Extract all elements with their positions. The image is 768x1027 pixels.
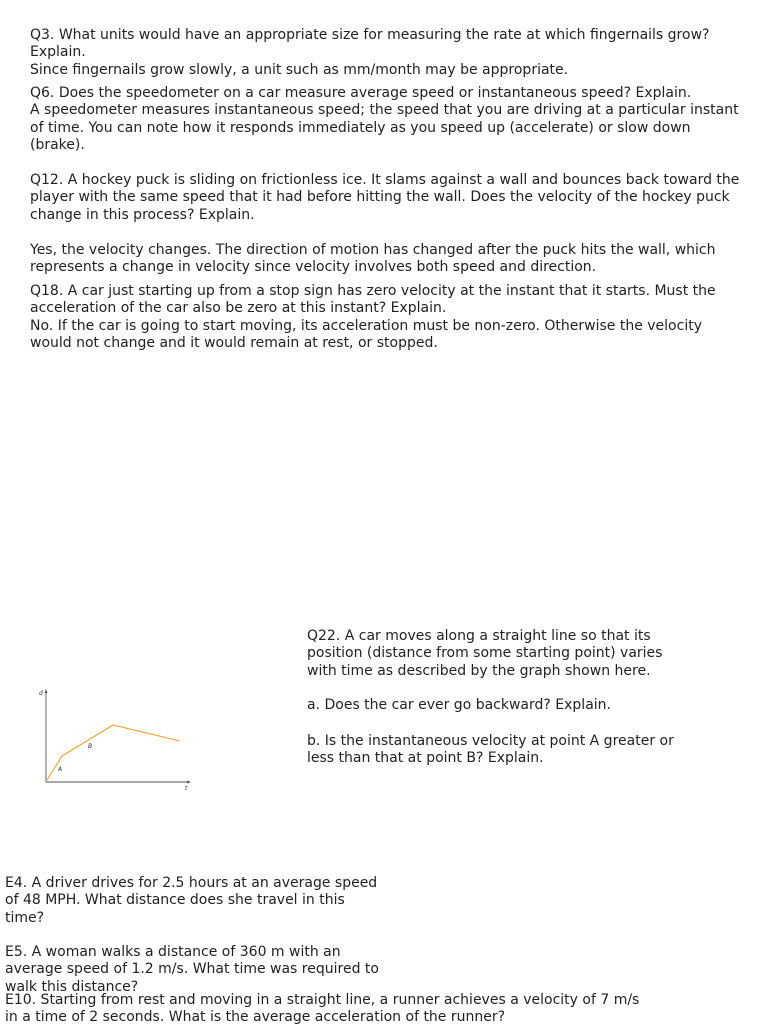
question-q3 bbox=[30, 27, 742, 79]
x-axis-arrow bbox=[187, 781, 191, 784]
exercise-e10 bbox=[5, 992, 645, 1027]
question-q22-part-b bbox=[307, 733, 687, 768]
question-q12 bbox=[30, 172, 742, 224]
position-time-graph bbox=[34, 686, 194, 794]
question-text: b. Is the instantaneous velocity at point A greater or less than that at point B? Explain. bbox=[307, 733, 674, 767]
question-q22 bbox=[307, 628, 687, 680]
question-text: E4. A driver drives for 2.5 hours at an average speed of 48 MPH. What distance does she travel in this time? bbox=[5, 875, 378, 926]
question-text: E10. Starting from rest and moving in a straight line, a runner achieves a velocity of 7 m/s in a time of 2 seconds. What is the average acceleration of the runner? bbox=[5, 992, 640, 1026]
position-curve bbox=[47, 725, 180, 780]
answer-text: Since fingernails grow slowly, a unit such as mm/month may be appropriate. bbox=[30, 61, 569, 78]
question-text: Q22. A car moves along a straight line so that its position (distance from some starting point) varies with time as described by the graph shown here. bbox=[307, 628, 663, 679]
question-text: a. Does the car ever go backward? Explain. bbox=[307, 697, 611, 713]
x-axis-label: t bbox=[185, 785, 188, 792]
question-text: E5. A woman walks a distance of 360 m with an average speed of 1.2 m/s. What time was required to walk this distance? bbox=[5, 944, 379, 995]
question-q6 bbox=[30, 85, 742, 154]
question-text: Q6. Does the speedometer on a car measure average speed or instantaneous speed? Explain. bbox=[30, 85, 692, 101]
question-text: Q18. A car just starting up from a stop sign has zero velocity at the instant that it starts. Must the acceleration of the car also be zero at this instant? Explain. bbox=[30, 283, 716, 317]
point-b-label: B bbox=[88, 743, 93, 750]
question-q22-part-a bbox=[307, 697, 687, 714]
point-a-label: A bbox=[58, 766, 63, 773]
exercise-e5 bbox=[5, 944, 385, 996]
y-axis-arrow bbox=[45, 689, 48, 693]
answer-text: No. If the car is going to start moving, its acceleration must be non-zero. Otherwise the velocity would not change and it would remain at rest, or stopped. bbox=[30, 317, 702, 351]
answer-text: A speedometer measures instantaneous speed; the speed that you are driving at a particular instant of time. You can note how it responds immediately as you speed up (accelerate) or slow down (brake). bbox=[30, 102, 739, 153]
answer-q12 bbox=[30, 242, 742, 277]
answer-text: Yes, the velocity changes. The direction of motion has changed after the puck hits the wall, which represents a change in velocity since velocity involves both speed and direction. bbox=[30, 242, 716, 276]
y-axis-label: d bbox=[39, 690, 43, 697]
question-text: Q3. What units would have an appropriate size for measuring the rate at which fingernails grow? Explain. bbox=[30, 27, 710, 61]
question-text: Q12. A hockey puck is sliding on frictionless ice. It slams against a wall and bounces back toward the player with the same speed that it had before hitting the wall. Does the velocity of the hockey puck change in this process? Explain. bbox=[30, 172, 740, 223]
exercise-e4 bbox=[5, 875, 385, 927]
question-q18 bbox=[30, 283, 742, 352]
